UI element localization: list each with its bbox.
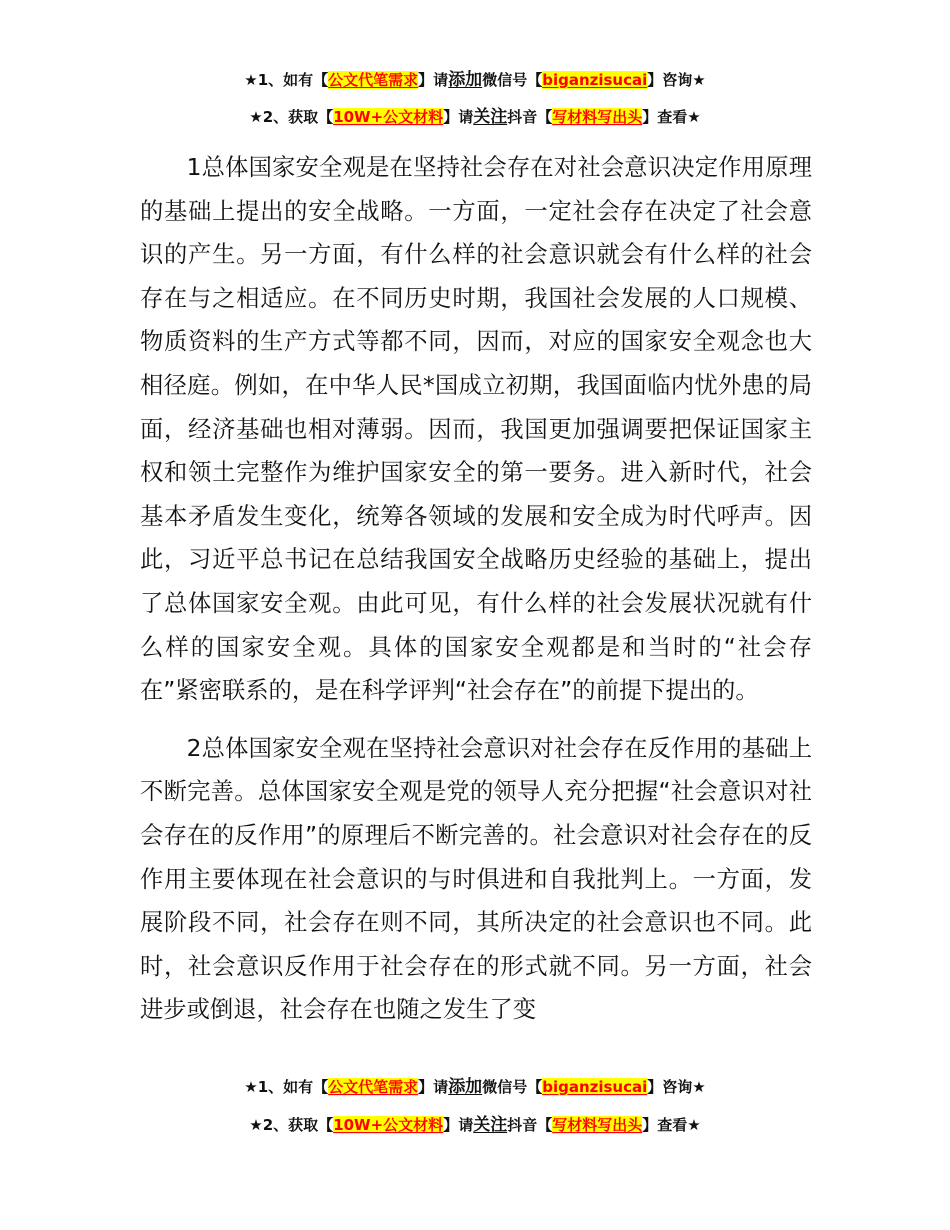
banner-text: 】请	[418, 1078, 449, 1096]
document-body	[140, 146, 812, 1032]
top-banner-line-1	[0, 70, 950, 90]
add-emphasis: 添加	[448, 1077, 483, 1097]
douyin-id-highlight: 写材料写出头	[552, 1116, 643, 1134]
banner-text: ★1、如有【	[244, 1078, 329, 1096]
bottom-banner-line-2	[0, 1115, 950, 1135]
banner-text: 微信号【	[482, 1078, 543, 1096]
follow-emphasis: 关注	[473, 1115, 508, 1135]
banner-text: 】请	[418, 71, 449, 89]
banner-text: 】咨询★	[647, 71, 706, 89]
materials-highlight: 10W+公文材料	[333, 1116, 444, 1134]
materials-highlight: 10W+公文材料	[333, 108, 444, 126]
ghostwriting-highlight: 公文代笔需求	[328, 71, 419, 89]
bottom-banner-line-1	[0, 1077, 950, 1097]
banner-text: 】咨询★	[647, 1078, 706, 1096]
add-emphasis: 添加	[448, 70, 483, 90]
wechat-id-highlight: biganzisucai	[542, 71, 648, 89]
follow-emphasis: 关注	[473, 107, 508, 127]
banner-text: 抖音【	[507, 1116, 553, 1134]
paragraph-2: 2总体国家安全观在坚持社会意识对社会存在反作用的基础上不断完善。总体国家安全观是党的领导人充分把握“社会意识对社会存在的反作用”的原理后不断完善的。社会意识对社会存在的反作用主要体现在社会意识的与时俱进和自我批判上。一方面，发展阶段不同，社会存在则不同，其所决定的社会意识也不同。此时，社会意识反作用于社会存在的形式就不同。另一方面，社会进步或倒退，社会存在也随之发生了变	[140, 734, 812, 1024]
paragraph-1: 1总体国家安全观是在坚持社会存在对社会意识决定作用原理的基础上提出的安全战略。一方面，一定社会存在决定了社会意识的产生。另一方面，有什么样的社会意识就会有什么样的社会存在与之相适应。在不同历史时期，我国社会发展的人口规模、物质资料的生产方式等都不同，因而，对应的国家安全观念也大相径庭。例如，在中华人民*国成立初期，我国面临内忧外患的局面，经济基础也相对薄弱。因而，我国更加强调要把保证国家主权和领土完整作为维护国家安全的第一要务。进入新时代，社会基本矛盾发生变化，统筹各领域的发展和安全成为时代呼声。因此，习近平总书记在总结我国安全战略历史经验的基础上，提出了总体国家安全观。由此可见，有什么样的社会发展状况就有什么样的国家安全观。具体的国家安全观都是和当时的“社会存在”紧密联系的，是在科学评判“社会存在”的前提下提出的。	[140, 154, 812, 705]
douyin-id-highlight: 写材料写出头	[552, 108, 643, 126]
banner-text: 】查看★	[642, 1116, 701, 1134]
ghostwriting-highlight: 公文代笔需求	[328, 1078, 419, 1096]
banner-text: ★2、获取【	[249, 108, 334, 126]
wechat-id-highlight: biganzisucai	[542, 1078, 648, 1096]
banner-text: ★1、如有【	[244, 71, 329, 89]
banner-text: 】请	[443, 108, 474, 126]
banner-text: ★2、获取【	[249, 1116, 334, 1134]
banner-text: 抖音【	[507, 108, 553, 126]
top-banner-line-2	[0, 107, 950, 127]
banner-text: 微信号【	[482, 71, 543, 89]
banner-text: 】查看★	[642, 108, 701, 126]
banner-text: 】请	[443, 1116, 474, 1134]
